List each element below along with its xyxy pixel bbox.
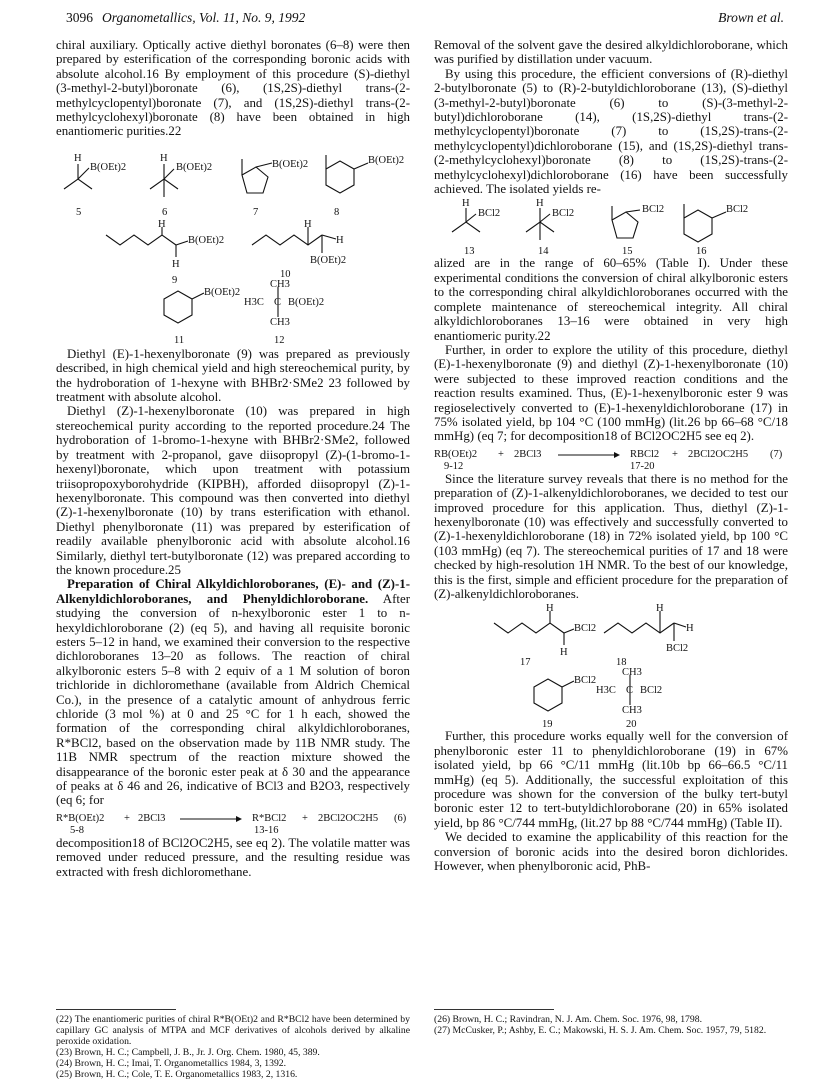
- label-ch3: CH3: [622, 667, 642, 679]
- compound-number: 12: [274, 334, 285, 346]
- label-ch3: CH3: [622, 705, 642, 717]
- eq-number: (7): [770, 448, 783, 460]
- label-boet: B(OEt)2: [188, 234, 225, 246]
- compound-number: 8: [334, 206, 340, 218]
- label-boet: B(OEt)2: [310, 254, 347, 266]
- footnote: (22) The enantiomeric purities of chiral R*B(OEt)2 and R*BCl2 have been determined by capillary GC analysis of MTPA and MCF derivatives of alcohols derived by alkaline peroxide oxidation.: [56, 1014, 410, 1047]
- paragraph: [56, 577, 410, 808]
- dichloroborane-structures-17-20: [434, 601, 788, 729]
- paragraph: By using this procedure, the efficient conversions of (R)-diethyl 2-butylboronate (5) to (R)-2-butyldichloroborane (13), (S)-diethyl (3-methyl-2-butyl)boronate (6) to (S)-(3-methyl-2-butyl)dichloroborane (14), (1S,2S)-diethyl trans-(2-methylcyclopentyl)boronate (7) to (1S,2S)-trans-(2-methylcyclopentyl)dichloroborane (15), and (1S,2S)-diethyl trans-(2-methylcyclohexyl)boronate (8) to (1S,2S)-trans-(2-methylcyclohexyl)dichloroborane (16) have been successfully achieved. The isolated yields re-: [434, 66, 788, 197]
- footnote-rule: [56, 1009, 176, 1010]
- dichloroborane-structures-13-16: [434, 196, 788, 256]
- compound-number: 11: [174, 334, 185, 346]
- label-c: C: [626, 685, 634, 697]
- label-bcl2: BCl2: [726, 204, 749, 216]
- footnote: (25) Brown, H. C.; Cole, T. E. Organometallics 1983, 2, 1316.: [56, 1069, 298, 1080]
- label-boet: B(OEt)2: [90, 161, 127, 173]
- label-boet: B(OEt)2: [272, 158, 309, 170]
- compound-number: 18: [616, 657, 627, 669]
- running-authors: Brown et al.: [718, 10, 784, 25]
- section-heading: Preparation of Chiral Alkyldichloroboranes, (E)- and (Z)-1-Alkenyldichloroboranes, and Phenyldichloroborane.: [56, 577, 410, 606]
- paragraph: Diethyl (Z)-1-hexenylboronate (10) was prepared in high stereochemical purity according to the reported procedure.24 The hydroboration of 1-bromo-1-hexyne with BHBr2·SMe2, followed by treatment with 2-propanol, gave diisopropyl (Z)-(1-bromo-1-hexenyl)boronate, which upon treatment with potassium triisopropoxyborohydride (KIPBH), afforded diisopropyl (Z)-1-hexenylboronate. This compound was then converted into diethyl (Z)-1-hexenylboronate (10) by trans esterification with ethanol. Diethyl phenylboronate (11) was prepared by esterification of readily available phenylboronic acid with absolute alcohol.16 Similarly, diethyl tert-butylboronate (12) was prepared according to the known procedure.25: [56, 404, 410, 577]
- paragraph: Removal of the solvent gave the desired alkyldichloroborane, which was purified by distillation under vacuum.: [434, 38, 788, 67]
- footnotes-left: [56, 1014, 410, 1080]
- label-h: H: [74, 152, 82, 164]
- footnotes-right: [434, 1014, 788, 1036]
- equation-6: [56, 808, 410, 836]
- eq-number: (6): [394, 812, 407, 824]
- compound-number: 10: [280, 268, 291, 280]
- eq-reactant-numbers: 5-8: [70, 824, 84, 836]
- structures-5-8: [56, 139, 410, 219]
- compound-number: 6: [162, 206, 168, 218]
- compound-number: 7: [253, 206, 259, 218]
- eq-reagent: 2BCl3: [138, 812, 166, 824]
- eq-product: R*BCl2: [252, 812, 287, 824]
- label-bcl2: BCl2: [640, 685, 663, 697]
- label-ch3: CH3: [270, 316, 290, 328]
- eq-reactant: R*B(OEt)2: [56, 812, 105, 824]
- label-h: H: [536, 198, 544, 210]
- label-h: H: [462, 198, 470, 210]
- paragraph: alized are in the range of 60–65% (Table I). Under these experimental conditions the conversion of chiral alkylboronic esters to the corresponding chiral alkyldichloroboranes occurred with the complete maintenance of stereochemical integrity. All chiral alkyldichloroboranes 13–16 were obtained in very high enantiomeric purity.22: [434, 256, 788, 343]
- eq-reagent: 2BCl3: [514, 448, 542, 460]
- paragraph: Since the literature survey reveals that there is no method for the preparation of (Z)-1-alkenyldichloroboranes, we decided to test our improved procedure for this application. Thus, diethyl (Z)-1-hexenylboronate (10) was effectively and successfully converted to (Z)-1-hexenyldichloroborane (18) in 72% isolated yield, bp 100 °C (103 mmHg) (eq 7). The stereochemical purities of 17 and 18 were checked by high-resolution 1H NMR. To the best of our knowledge, this is the first, simple and efficient procedure for the preparation of (Z)-alkenyldichloroboranes.: [434, 471, 788, 601]
- footnote: (23) Brown, H. C.; Campbell, J. B., Jr. J. Org. Chem. 1980, 45, 389.: [56, 1047, 320, 1058]
- eq-plus: +: [302, 812, 308, 824]
- label-bcl2: BCl2: [552, 208, 575, 220]
- label-h: H: [560, 647, 568, 659]
- eq-plus: +: [498, 448, 504, 460]
- structures-13-16: [434, 196, 788, 256]
- label-h: H: [172, 258, 180, 270]
- label-ch3: CH3: [270, 278, 290, 290]
- label-h: H: [546, 603, 554, 615]
- footnote: (24) Brown, H. C.; Imai, T. Organometallics 1984, 3, 1392.: [56, 1058, 287, 1069]
- compound-number: 5: [76, 206, 82, 218]
- left-column: [56, 38, 410, 879]
- compound-number: 9: [172, 274, 178, 286]
- label-h3c: H3C: [244, 296, 264, 308]
- label-boet: B(OEt)2: [176, 161, 213, 173]
- label-h: H: [304, 218, 312, 230]
- paragraph: Diethyl (E)-1-hexenylboronate (9) was prepared as previously described, in high chemical yield and high stereochemical purity, by the hydroboration of 1-hexyne with BHBr2·SMe2 23 followed by treatment with absolute alcohol.: [56, 346, 410, 405]
- paragraph: Further, this procedure works equally well for the conversion of phenylboronic ester 11 to phenyldichloroborane (19) in 67% isolated yield, bp 66 °C/11 mmHg (lit.10b bp 66–66.5 °C/11 mmHg) (eq 5). Additionally, the successful exploitation of this procedure was shown for the conversion of the bulky tert-butyl boronic ester 12 to tert-butyldichloroborane (20) in 65% isolated yield, bp 86 °C/744 mmHg, (lit.27 bp 88 °C/744 mmHg) (Table II).: [434, 729, 788, 830]
- label-bcl2: BCl2: [642, 204, 665, 216]
- reaction-arrow: [558, 450, 620, 460]
- label-bcl2: BCl2: [574, 623, 597, 635]
- paragraph: Further, in order to explore the utility of this procedure, diethyl (E)-1-hexenylboronate (9) and diethyl (Z)-1-hexenylboronate (10) were subjected to these improved reaction conditions and the reaction results examined. Thus, (E)-1-hexenylboronic ester 9 was regioselectively converted to (E)-1-hexenyldichloroborane (17) in 75% isolated yield, bp 104 °C (100 mmHg) (lit.26 bp 66–68 °C/18 mmHg) (eq 7; for decomposition18 of BCl2OC2H5 see eq 2).: [434, 342, 788, 444]
- label-boet: B(OEt)2: [288, 296, 325, 308]
- paragraph: We decided to examine the applicability of this reaction for the conversion of boronic acids into the desired boron dichlorides. However, when phenylboronic acid, PhB-: [434, 830, 788, 874]
- reaction-arrow: [180, 814, 242, 824]
- structures-17-20: [434, 601, 788, 729]
- compound-number: 17: [520, 657, 531, 669]
- eq-reactant: RB(OEt)2: [434, 448, 478, 460]
- label-h3c: H3C: [596, 685, 616, 697]
- page-number: 3096: [66, 10, 93, 25]
- footnote: (26) Brown, H. C.; Ravindran, N. J. Am. Chem. Soc. 1976, 98, 1798.: [434, 1014, 703, 1025]
- eq-byproduct: 2BCl2OC2H5: [318, 812, 379, 824]
- label-c: C: [274, 296, 282, 308]
- label-h: H: [686, 623, 694, 635]
- footnote: (27) McCusker, P.; Ashby, E. C.; Makowski, H. S. J. Am. Chem. Soc. 1957, 79, 5182.: [434, 1025, 767, 1036]
- eq-product: RBCl2: [630, 448, 660, 460]
- label-h: H: [336, 234, 344, 246]
- eq-product-numbers: 13-16: [254, 824, 279, 836]
- running-header: [66, 10, 784, 30]
- label-h: H: [158, 218, 166, 230]
- eq-reactant-numbers: 9-12: [444, 460, 464, 472]
- paragraph: chiral auxiliary. Optically active diethyl boronates (6–8) were then prepared by esterification of the corresponding boronic acids with absolute alcohol.16 By employment of this procedure (S)-diethyl (3-methyl-2-butyl)boronate (6), (1S,2S)-diethyl trans-(2-methylcyclopentyl)boronate (7), and (1S,2S)-diethyl trans-(2-methylcyclohexyl)boronate (8) have been obtained in high enantiomeric purities.22: [56, 38, 410, 139]
- eq-plus: +: [672, 448, 678, 460]
- label-bcl2: BCl2: [666, 643, 689, 655]
- eq-product-numbers: 17-20: [630, 460, 655, 472]
- compound-number: 14: [538, 246, 549, 257]
- compound-number: 13: [464, 246, 475, 257]
- label-bcl2: BCl2: [574, 675, 597, 687]
- compound-number: 19: [542, 719, 553, 730]
- right-column: [434, 38, 788, 873]
- equation-7: [434, 444, 788, 472]
- boronate-structures-5-8: [56, 139, 410, 219]
- structures-9-12: [56, 219, 410, 347]
- compound-number: 20: [626, 719, 637, 730]
- label-h: H: [656, 603, 664, 615]
- label-h: H: [160, 152, 168, 164]
- label-boet: B(OEt)2: [368, 154, 405, 166]
- boronate-structures-9-12: [56, 219, 410, 347]
- eq-plus: +: [124, 812, 130, 824]
- journal-citation: Organometallics, Vol. 11, No. 9, 1992: [102, 10, 306, 25]
- section-text: After studying the conversion of n-hexylboronic ester 1 to n-hexyldichloroborane (2) (eq 5), and having all requisite boronic esters 5–12 in hand, we examined their conversion to the respective dichloroboranes 13–20 as follows. The reaction of chiral alkylboronic esters 5–8 with 2 equiv of a 1 M solution of boron trichloride in dichloromethane (available from Aldrich Chemical Co.), in the presence of a catalytic amount of anhydrous ferric chloride (3 mol %) at 0 and 25 °C for 1 h each, showed the formation of the corresponding chiral alkyldichloroboranes, R*BCl2, based on the observation made by 11B NMR study. The 11B NMR spectrum of the reaction mixture showed the disappearance of the boronic ester peak at δ 30 and the appearance of peaks at δ 46 and 26, indicative of BCl3 and B2O3, respectively (eq 6; for: [56, 591, 410, 808]
- compound-number: 15: [622, 246, 633, 257]
- compound-number: 16: [696, 246, 707, 257]
- label-bcl2: BCl2: [478, 208, 501, 220]
- paragraph: decomposition18 of BCl2OC2H5, see eq 2). The volatile matter was removed under reduced pressure, and the resulting residue was extracted with fresh dichloromethane.: [56, 835, 410, 879]
- label-boet: B(OEt)2: [204, 286, 241, 298]
- footnote-rule: [434, 1009, 554, 1010]
- eq-byproduct: 2BCl2OC2H5: [688, 448, 749, 460]
